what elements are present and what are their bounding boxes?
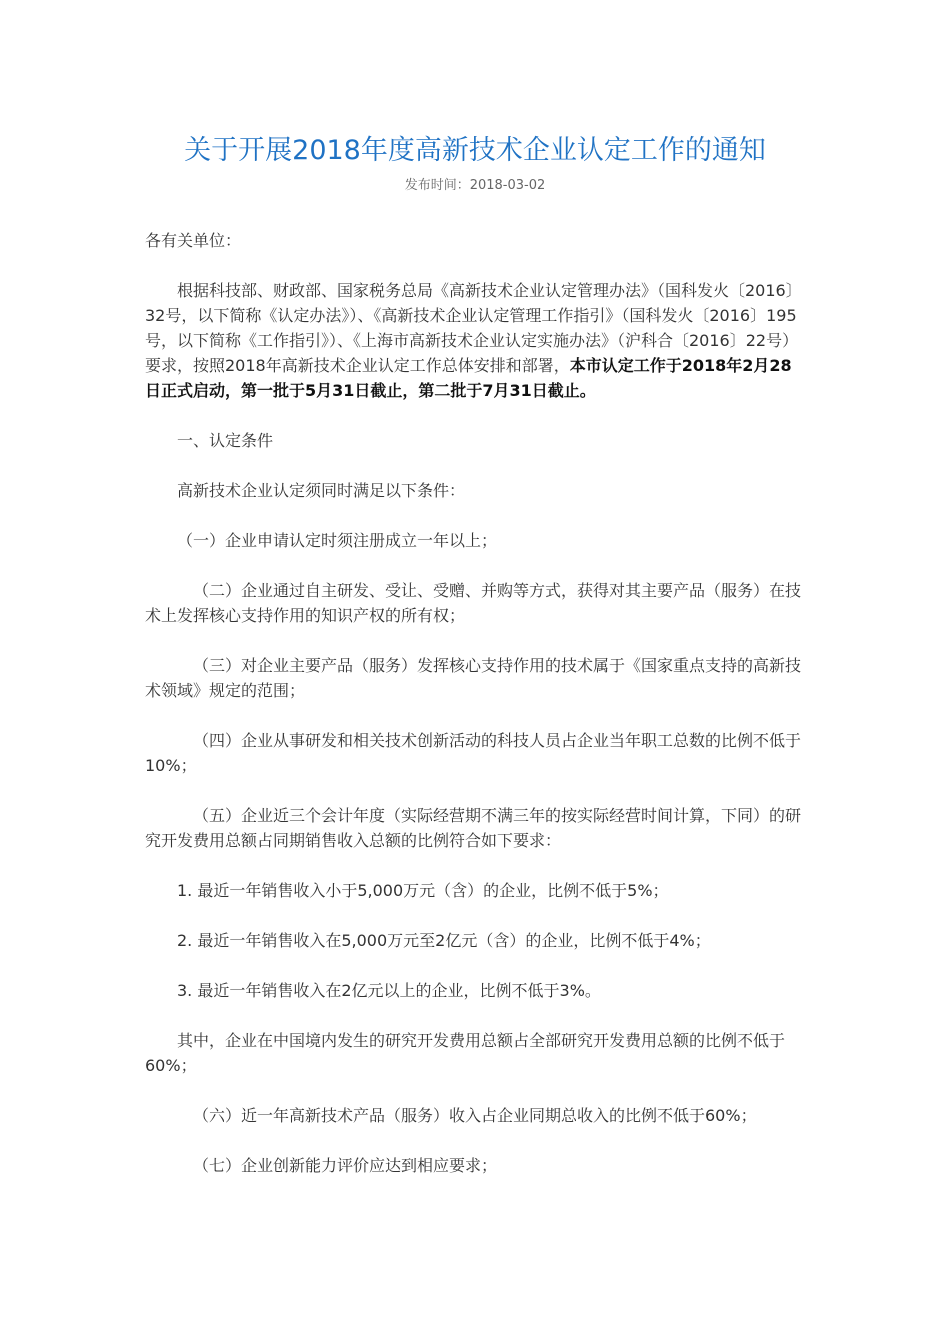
condition-item: （三）对企业主要产品（服务）发挥核心支持作用的技术属于《国家重点支持的高新技术领域》规定的范围； [145, 656, 802, 700]
intro-text: 根据科技部、财政部、国家税务总局《高新技术企业认定管理办法》（国科发火〔2016〕32号，以下简称《认定办法》）、《高新技术企业认定管理工作指引》（国科发火〔2016〕195号，以下简称《工作指引》）、《上海市高新技术企业认定实施办法》（沪科合〔2016〕22号）要求，按照2018年高新技术企业认定工作总体安排和部署， [145, 281, 802, 375]
ratio-item: 3. 最近一年销售收入在2亿元以上的企业，比例不低于3%。 [177, 981, 601, 1000]
condition-item: （一）企业申请认定时须注册成立一年以上； [177, 531, 498, 550]
condition-item: （二）企业通过自主研发、受让、受赠、并购等方式，获得对其主要产品（服务）在技术上发挥核心支持作用的知识产权的所有权； [145, 581, 802, 625]
ratio-item: 2. 最近一年销售收入在5,000万元至2亿元（含）的企业，比例不低于4%； [177, 931, 711, 950]
salutation: 各有关单位： [145, 231, 242, 250]
condition-item: （六）近一年高新技术产品（服务）收入占企业同期总收入的比例不低于60%； [193, 1106, 757, 1125]
publish-date-label: 发布时间： [404, 178, 470, 193]
condition-item: （五）企业近三个会计年度（实际经营期不满三年的按实际经营时间计算，下同）的研究开发费用总额占同期销售收入总额的比例符合如下要求： [145, 806, 802, 850]
intro-emphasis: 本市认定工作于2018年2月28日正式启动，第一批于5月31日截止，第二批于7月31日截止。 [145, 356, 792, 400]
conditions-intro: 高新技术企业认定须同时满足以下条件： [177, 481, 466, 500]
section-heading: 一、认定条件 [177, 431, 274, 450]
domestic-ratio-paragraph: 其中，企业在中国境内发生的研究开发费用总额占全部研究开发费用总额的比例不低于60%； [145, 1031, 786, 1075]
publish-date-line [0, 176, 950, 196]
document-title: 关于开展2018年度高新技术企业认定工作的通知 [184, 135, 766, 166]
publish-date: 2018-03-02 [469, 178, 546, 193]
condition-item: （七）企业创新能力评价应达到相应要求； [193, 1156, 498, 1175]
intro-paragraph [145, 278, 805, 403]
document-body [145, 228, 805, 1178]
ratio-item: 1. 最近一年销售收入小于5,000万元（含）的企业，比例不低于5%； [177, 881, 669, 900]
condition-item: （四）企业从事研发和相关技术创新活动的科技人员占企业当年职工总数的比例不低于10%； [145, 731, 802, 775]
